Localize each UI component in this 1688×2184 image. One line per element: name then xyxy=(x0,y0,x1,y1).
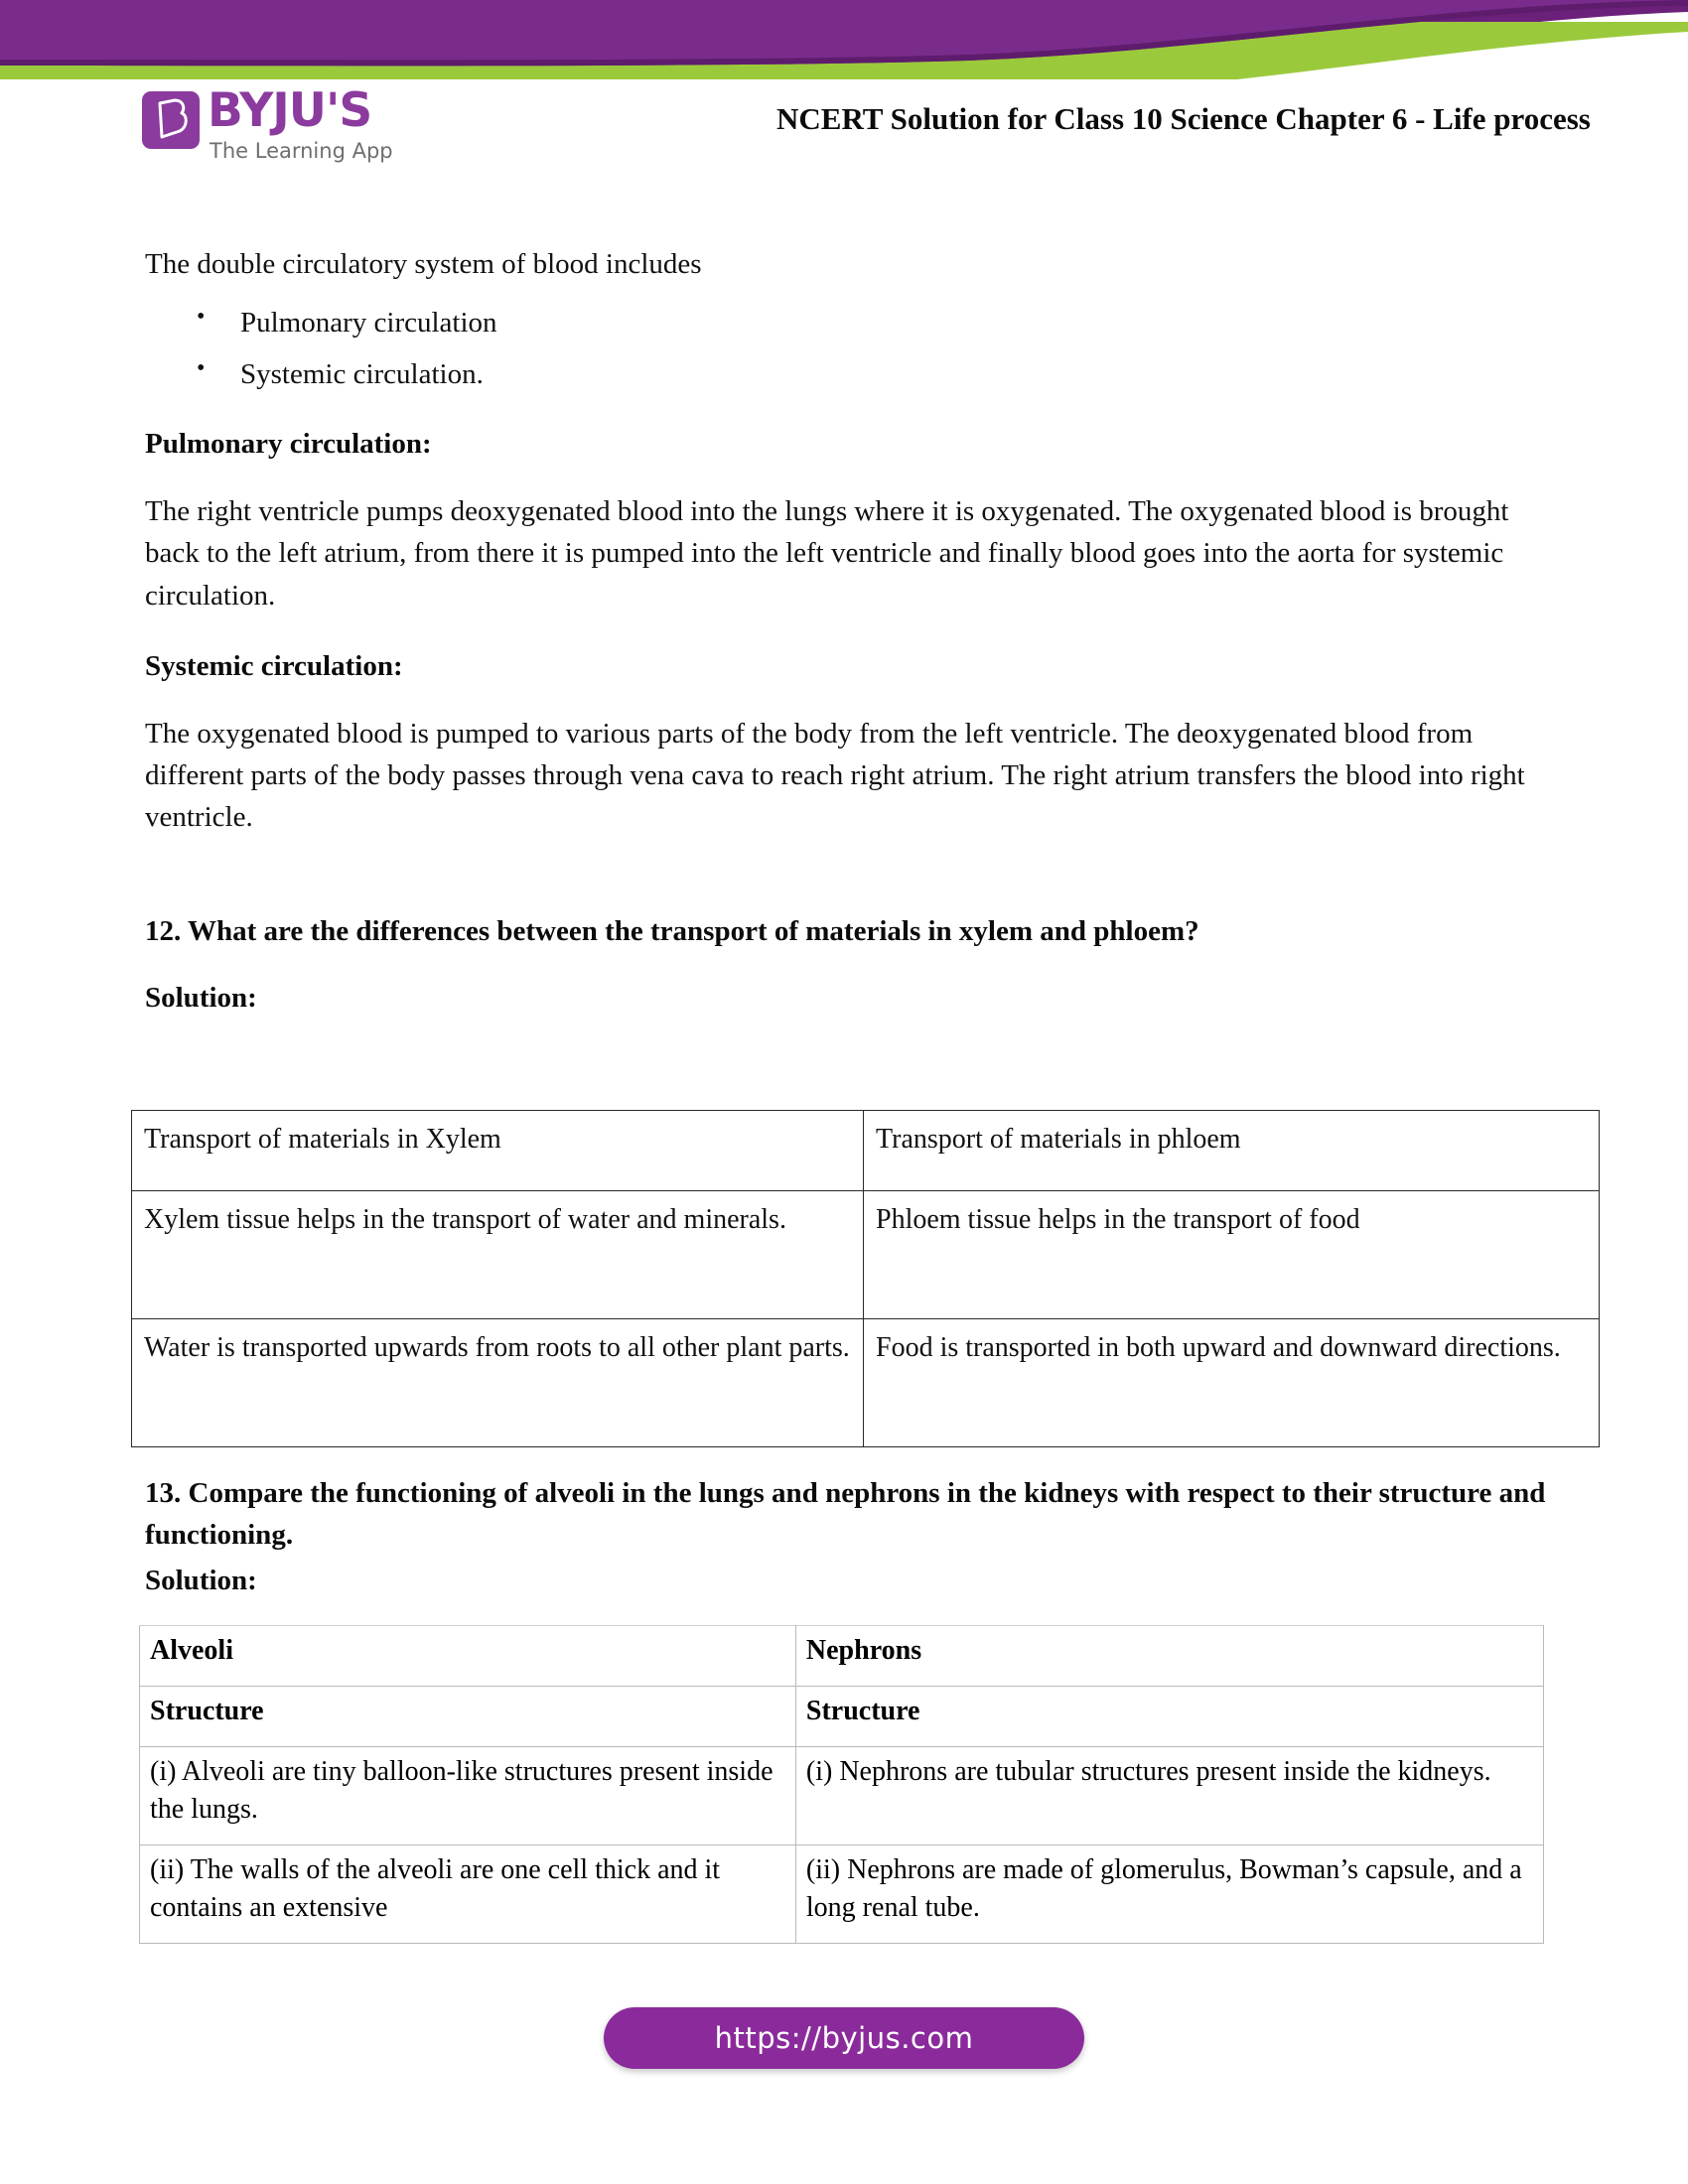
table-header-cell: Alveoli xyxy=(140,1626,796,1687)
byjus-url-button[interactable] xyxy=(604,2007,1084,2069)
pulmonary-circulation-heading: Pulmonary circulation: xyxy=(145,428,432,461)
byjus-logo-mark xyxy=(142,91,200,149)
circulation-bullet-list xyxy=(145,303,1555,394)
byjus-wordmark: BYJU'S xyxy=(208,83,372,138)
table-row xyxy=(132,1191,1600,1319)
question-12-heading: 12. What are the differences between the transport of materials in xylem and phloem? xyxy=(145,914,1199,947)
question-12-solution-label: Solution: xyxy=(145,981,257,1014)
document-body xyxy=(145,243,1555,1018)
list-item: • Pulmonary circulation xyxy=(240,303,1555,342)
table-row xyxy=(140,1626,1544,1687)
list-item: • Systemic circulation. xyxy=(240,354,1555,394)
xylem-phloem-table xyxy=(131,1110,1600,1447)
header-banner xyxy=(0,0,1688,79)
byjus-tagline: The Learning App xyxy=(210,139,393,163)
table-row xyxy=(140,1845,1544,1944)
table-row xyxy=(140,1687,1544,1747)
question-13-solution-label: Solution: xyxy=(145,1564,257,1596)
table-cell: (i) Nephrons are tubular structures present inside the kidneys. xyxy=(795,1747,1543,1845)
table-row xyxy=(132,1319,1600,1447)
table-cell: Phloem tissue helps in the transport of food xyxy=(864,1191,1600,1319)
page-title: NCERT Solution for Class 10 Science Chapter 6 - Life process xyxy=(776,101,1591,136)
table-cell: (ii) The walls of the alveoli are one cell thick and it contains an extensive xyxy=(140,1845,796,1944)
byjus-logo xyxy=(142,83,440,169)
question-13-block xyxy=(145,1472,1555,1600)
table-cell: Food is transported in both upward and downward directions. xyxy=(864,1319,1600,1447)
table-cell: (ii) Nephrons are made of glomerulus, Bowman’s capsule, and a long renal tube. xyxy=(795,1845,1543,1944)
table-header-cell: Nephrons xyxy=(795,1626,1543,1687)
systemic-circulation-heading: Systemic circulation: xyxy=(145,649,403,682)
table-cell: Xylem tissue helps in the transport of water and minerals. xyxy=(132,1191,864,1319)
alveoli-nephrons-table xyxy=(139,1625,1544,1944)
byjus-url-label: https://byjus.com xyxy=(714,2021,974,2055)
table-header-cell: Transport of materials in phloem xyxy=(864,1111,1600,1191)
table-header-cell: Transport of materials in Xylem xyxy=(132,1111,864,1191)
pulmonary-circulation-paragraph: The right ventricle pumps deoxygenated blood into the lungs where it is oxygenated. The oxygenated blood is brought back to the left atrium, from there it is pumped into the left ventricle and finally blood goes into the aorta for systemic circulation. xyxy=(145,494,1509,612)
question-13-heading: 13. Compare the functioning of alveoli in the lungs and nephrons in the kidneys with respect to their structure and functioning. xyxy=(145,1477,1546,1552)
table-row xyxy=(132,1111,1600,1191)
systemic-circulation-paragraph: The oxygenated blood is pumped to various parts of the body from the left ventricle. The deoxygenated blood from different parts of the body passes through vena cava to reach right atrium. The right atrium transfers the blood into right ventricle. xyxy=(145,717,1525,834)
table-cell: Water is transported upwards from roots to all other plant parts. xyxy=(132,1319,864,1447)
table-cell: (i) Alveoli are tiny balloon-like structures present inside the lungs. xyxy=(140,1747,796,1845)
table-row xyxy=(140,1747,1544,1845)
logo-b-glyph xyxy=(142,91,200,149)
intro-paragraph: The double circulatory system of blood includes xyxy=(145,248,702,280)
table-subheader-cell: Structure xyxy=(140,1687,796,1747)
table-subheader-cell: Structure xyxy=(795,1687,1543,1747)
